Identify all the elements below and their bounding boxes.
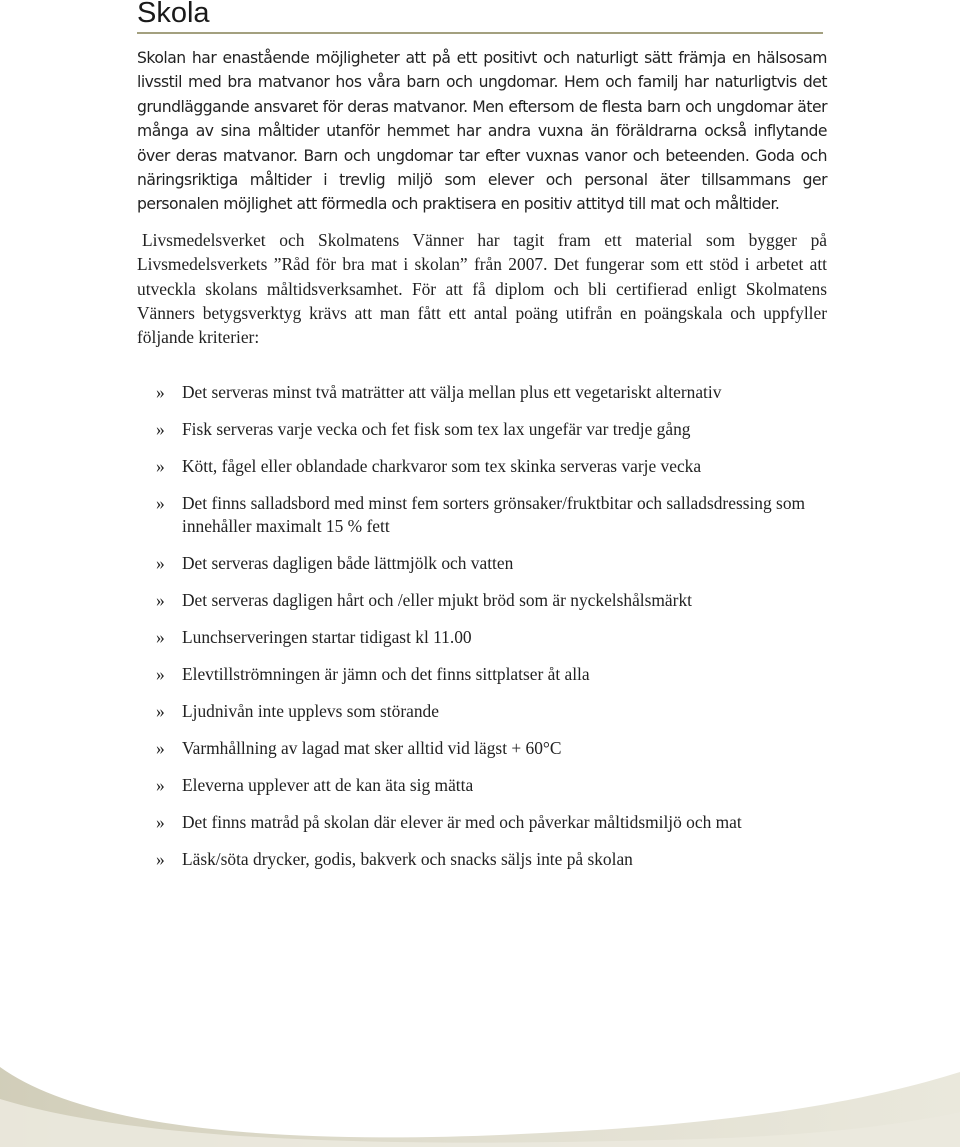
list-item-text: Kött, fågel eller oblandade charkvaror som tex skinka serveras varje vecka (182, 456, 702, 476)
title-bar (137, 0, 823, 34)
bullet-icon: » (156, 590, 165, 610)
list-item-text: Det finns salladsbord med minst fem sorters grönsaker/fruktbitar och salladsdressing som innehåller maximalt 15 % fett (182, 493, 806, 536)
list-item (137, 663, 827, 686)
list-item-text: Eleverna upplever att de kan äta sig mätta (182, 775, 474, 795)
list-item-text: Lunchserveringen startar tidigast kl 11.00 (182, 627, 472, 647)
criteria-intro-paragraph: Livsmedelsverket och Skolmatens Vänner har tagit fram ett material som bygger på Livsmedelsverkets ”Råd för bra mat i skolan” från 2007. Det fungerar som ett stöd i arbetet att utveckla skolans måltidsverksamhet. För att få diplom och bli certifierad enligt Skolmatens Vänners betygsverktyg krävs att man fått ett antal poäng utifrån en poängskala och uppfyller följande kriterier: (137, 229, 827, 348)
bullet-icon: » (156, 812, 165, 832)
list-item (137, 774, 827, 797)
list-item (137, 848, 827, 871)
list-item (137, 492, 827, 538)
list-item (137, 381, 827, 404)
list-item (137, 455, 827, 478)
list-item (137, 552, 827, 575)
bullet-icon: » (156, 664, 165, 684)
bullet-icon: » (156, 701, 165, 721)
list-item (137, 626, 827, 649)
intro-section (137, 46, 827, 350)
bullet-icon: » (156, 553, 165, 573)
list-item-text: Elevtillströmningen är jämn och det finns sittplatser åt alla (182, 664, 590, 684)
page-title: Skola (137, 0, 210, 29)
list-item-text: Det serveras dagligen både lättmjölk och vatten (182, 553, 514, 573)
list-item (137, 737, 827, 760)
list-item-text: Varmhållning av lagad mat sker alltid vid lägst + 60°C (182, 738, 562, 758)
bullet-icon: » (156, 382, 165, 402)
bullet-icon: » (156, 627, 165, 647)
list-item-text: Det finns matråd på skolan där elever är med och påverkar måltidsmiljö och mat (182, 812, 742, 832)
list-item (137, 811, 827, 834)
bullet-icon: » (156, 456, 165, 476)
list-item-text: Fisk serveras varje vecka och fet fisk som tex lax ungefär var tredje gång (182, 419, 691, 439)
criteria-list (137, 381, 827, 885)
bullet-icon: » (156, 849, 165, 869)
list-item (137, 418, 827, 441)
list-item (137, 700, 827, 723)
intro-paragraph: Skolan har enastående möjligheter att på ett positivt och naturligt sätt främja en hälsosam livsstil med bra matvanor hos våra barn och ungdomar. Hem och familj har naturligtvis det grundläggande ansvaret för deras matvanor. Men eftersom de flesta barn och ungdomar äter många av sina måltider utanför hemmet har andra vuxna än föräldrarna också inflytande över deras matvanor. Barn och ungdomar tar efter vuxnas vanor och beteenden. Goda och näringsriktiga måltider i trevlig miljö som elever och personal äter tillsammans ger personalen möjlighet att förmedla och praktisera en positiv attityd till mat och måltider. (137, 49, 827, 214)
list-item-text: Det serveras dagligen hårt och /eller mjukt bröd som är nyckelshålsmärkt (182, 590, 692, 610)
bullet-icon: » (156, 738, 165, 758)
list-item-text: Ljudnivån inte upplevs som störande (182, 701, 439, 721)
footer-wave-decoration (0, 1037, 960, 1147)
list-item-text: Det serveras minst två maträtter att välja mellan plus ett vegetariskt alternativ (182, 382, 722, 402)
list-item (137, 589, 827, 612)
bullet-icon: » (156, 775, 165, 795)
list-item-text: Läsk/söta drycker, godis, bakverk och snacks säljs inte på skolan (182, 849, 633, 869)
bullet-icon: » (156, 493, 165, 513)
bullet-icon: » (156, 419, 165, 439)
